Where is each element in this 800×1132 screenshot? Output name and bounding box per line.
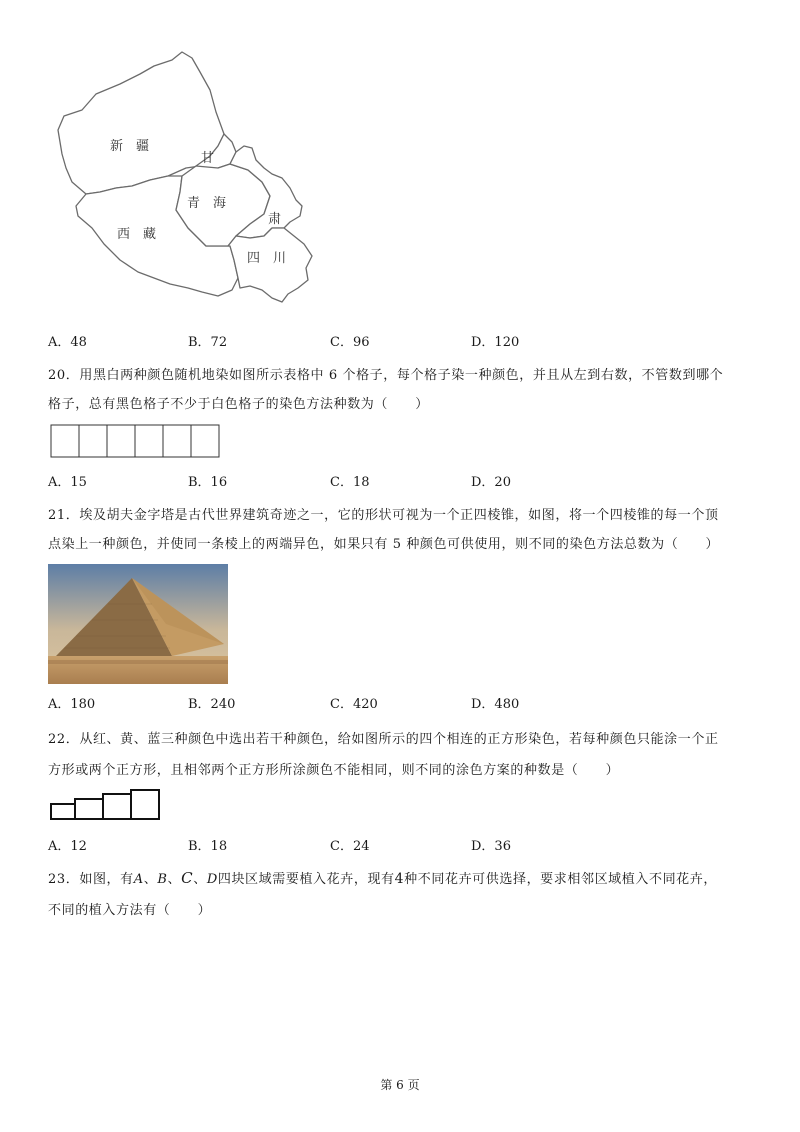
map-label-qinghai: 青 海 (187, 196, 227, 211)
q21-option-b: B．240 (188, 697, 236, 712)
map-label-su: 肃 (268, 212, 282, 227)
q20-option-d: D．20 (471, 475, 511, 490)
four-squares-figure (48, 788, 164, 822)
map-label-xinjiang: 新 疆 (110, 139, 150, 154)
square-1 (51, 804, 75, 819)
square-4 (131, 790, 159, 819)
q23-suffix: 种不同花卉可供选择，要求相邻区域植入不同花卉， (404, 872, 717, 887)
q23-region-d: D (206, 872, 218, 887)
page-number: 第 6 页 (380, 1078, 420, 1092)
q23-count: 4 (394, 871, 405, 887)
q22-options (48, 835, 608, 853)
q21-option-d: D．480 (471, 697, 520, 712)
map-label-sichuan: 四 川 (247, 251, 287, 266)
q23-separator: 、 (193, 872, 207, 887)
q21-option-a: A．180 (48, 697, 96, 712)
q22-option-d: D．36 (471, 839, 511, 854)
square-2 (75, 799, 103, 819)
q20-text-line1: 20．用黑白两种颜色随机地染如图所示表格中 6 个格子，每个格子染一种颜色，并且从左到右数，不管数到哪个 (48, 368, 724, 383)
q23-region-c: C (181, 869, 194, 887)
grid-cell (135, 425, 163, 457)
q23-separator: 、 (143, 872, 158, 887)
province-map-figure (50, 50, 320, 305)
pyramid-photo (48, 564, 228, 684)
map-label-xizang: 西 藏 (117, 227, 157, 242)
q23-region-a: A (133, 872, 144, 887)
q19-option-c: C．96 (330, 335, 370, 350)
q19-option-a: A．48 (48, 335, 87, 350)
q20-option-b: B．16 (188, 475, 228, 490)
grid-cell (51, 425, 79, 457)
six-cell-strip-figure (50, 424, 225, 460)
q20-option-c: C．18 (330, 475, 370, 490)
grid-cell (107, 425, 135, 457)
q21-option-c: C．420 (330, 697, 378, 712)
q23-mid: 四块区域需要植入花卉，现有 (217, 872, 395, 887)
q23-prefix: 23．如图，有 (48, 872, 134, 887)
square-3 (103, 794, 131, 819)
grid-cell (191, 425, 219, 457)
q20-option-a: A．15 (48, 475, 87, 490)
q21-text-line2: 点染上一种颜色，并使同一条棱上的两端异色，如果只有 5 种颜色可供使用，则不同的染色方法总数为（ ） (48, 537, 720, 552)
q22-option-b: B．18 (188, 839, 228, 854)
grid-cell (163, 425, 191, 457)
q22-text-line2: 方形或两个正方形，且相邻两个正方形所涂颜色不能相同，则不同的涂色方案的种数是（ ） (48, 763, 620, 778)
q22-option-a: A．12 (48, 839, 87, 854)
q23-text-line1 (48, 868, 717, 887)
q19-option-d: D．120 (471, 335, 520, 350)
q23-text-line2: 不同的植入方法有（ ） (48, 903, 212, 918)
q19-options (48, 331, 608, 349)
q20-text-line2: 格子，总有黑色格子不少于白色格子的染色方法种数为（ ） (48, 397, 429, 412)
map-label-gan: 甘 (201, 151, 215, 166)
q23-separator: 、 (167, 872, 182, 887)
q21-options (48, 693, 608, 711)
q20-options (48, 471, 608, 489)
grid-cell (79, 425, 107, 457)
q22-text-line1: 22．从红、黄、蓝三种颜色中选出若干种颜色，给如图所示的四个相连的正方形染色，若每种颜色只能涂一个正 (48, 732, 719, 747)
q22-option-c: C．24 (330, 839, 370, 854)
q19-option-b: B．72 (188, 335, 228, 350)
q21-text-line1: 21．埃及胡夫金字塔是古代世界建筑奇迹之一，它的形状可视为一个正四棱锥，如图，将一个四棱锥的每一个顶 (48, 508, 719, 523)
q23-region-b: B (157, 872, 168, 887)
